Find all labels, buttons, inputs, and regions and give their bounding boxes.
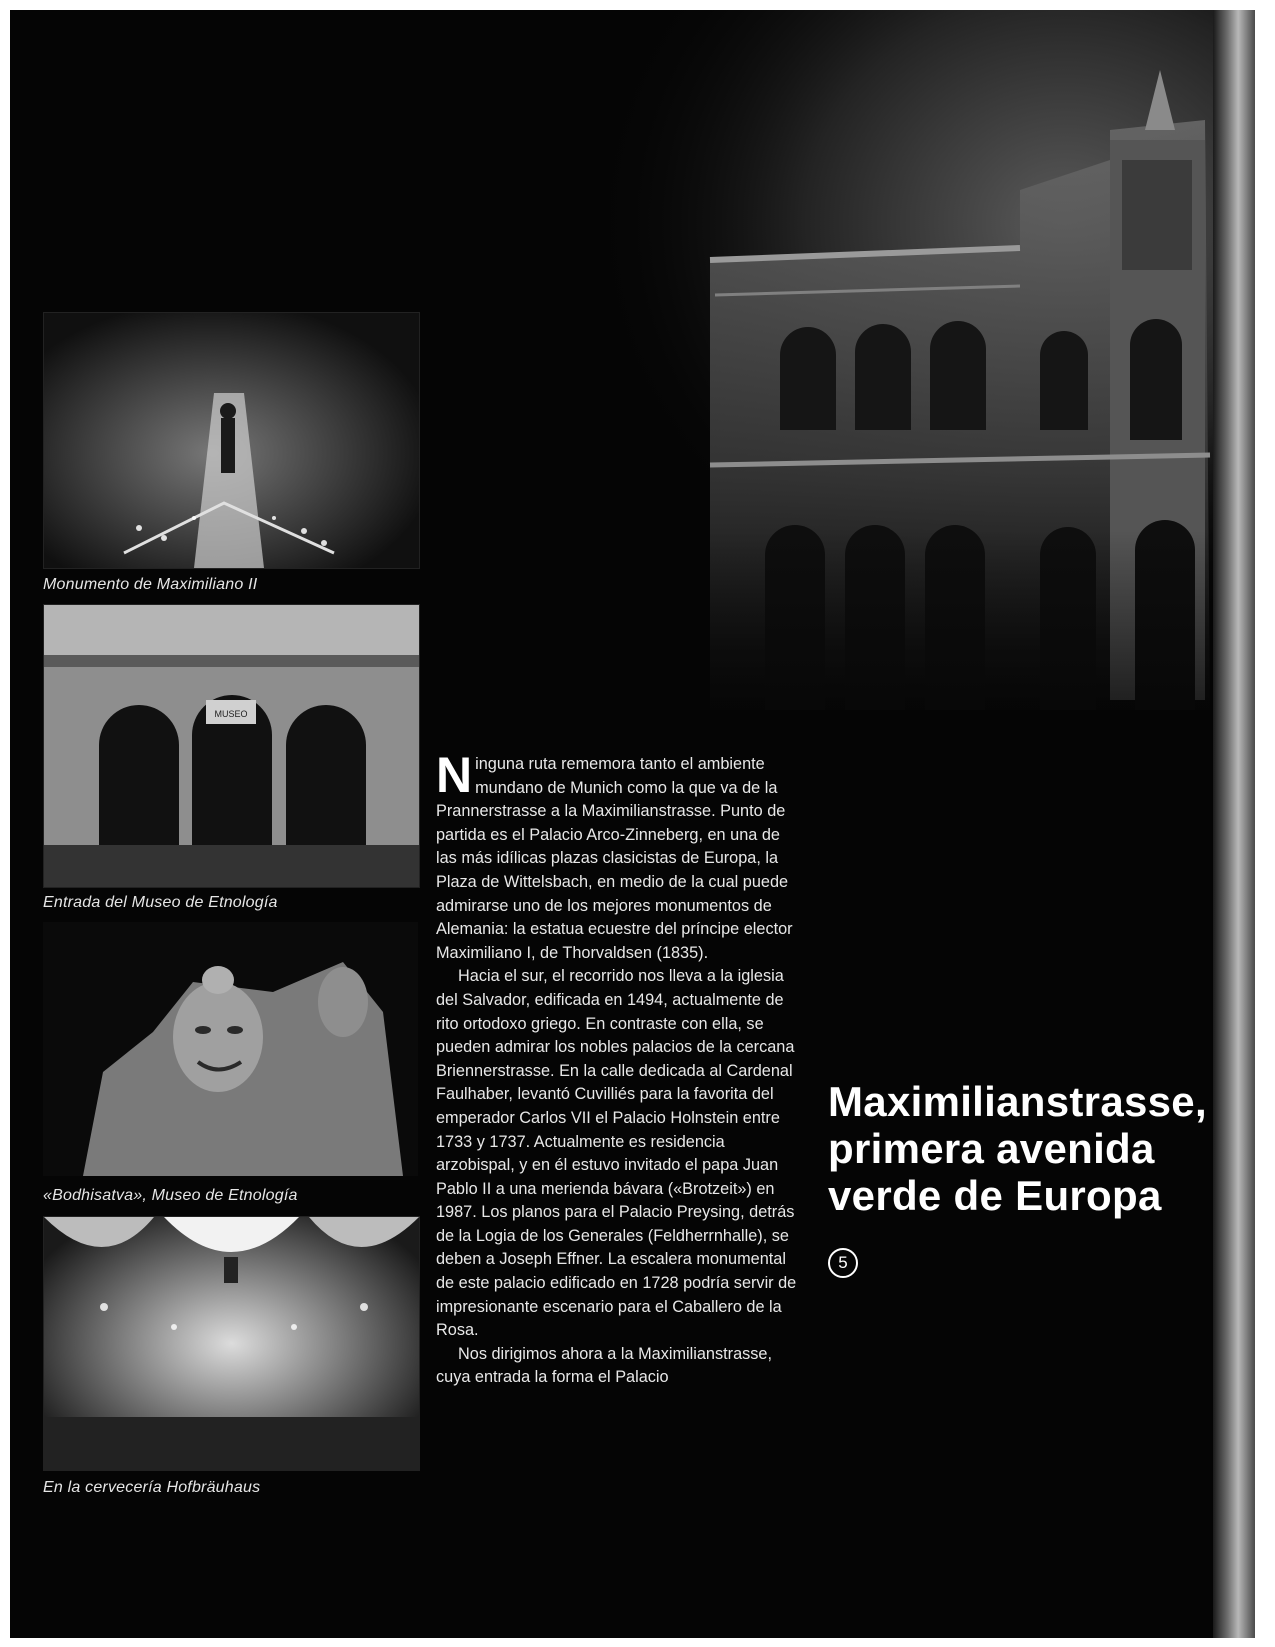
chapter-title (828, 1078, 1228, 1219)
caption-monument: Monumento de Maximiliano II (43, 576, 258, 593)
monument-photo (43, 312, 420, 569)
chapter-number-badge: 5 (828, 1248, 858, 1278)
chapter-title-line-3: verde de Europa (828, 1172, 1162, 1219)
hofbrauhaus-photo (43, 1216, 420, 1471)
caption-museum-entrance: Entrada del Museo de Etnología (43, 894, 278, 911)
museum-sign-text: MUSEO (214, 709, 248, 719)
dark-spread-background (10, 10, 1255, 1638)
article-paragraph-1: Ninguna ruta rememora tanto el ambiente mundano de Munich como la que va de la Prannerstrasse a la Maximilianstrasse. Punto de partida es el Palacio Arco-Zinneberg, en una de las más idílicas plazas clasicistas de Europa, la Plaza de Wittelsbach, en medio de la cual puede admirarse uno de los mejores monumentos de Alemania: la estatua ecuestre del príncipe elector Maximiliano I, de Thorvaldsen (1835). (436, 747, 793, 962)
chapter-title-line-2: primera avenida (828, 1125, 1155, 1172)
drop-cap: N (436, 747, 473, 803)
caption-hofbrauhaus: En la cervecería Hofbräuhaus (43, 1479, 261, 1496)
bodhisatva-sculpture-photo (43, 922, 418, 1176)
article-body (436, 747, 804, 1390)
museum-entrance-photo (43, 604, 420, 888)
caption-bodhisatva: «Bodhisatva», Museo de Etnología (43, 1187, 298, 1204)
chapter-title-line-1: Maximilianstrasse, (828, 1078, 1207, 1125)
book-spine-edge (1213, 10, 1255, 1638)
article-paragraph-3: Nos dirigimos ahora a la Maximilianstrasse, cuya entrada la forma el Palacio (436, 1344, 772, 1387)
article-paragraph-2: Hacia el sur, el recorrido nos lleva a la iglesia del Salvador, edificada en 1494, actualmente de rito ortodoxo griego. En contraste con ella, se pueden admirar los nobles palacios de la cercana Briennerstrasse. En la calle dedicada al Cardenal Faulhaber, levantó Cuvilliés para la favorita del emperador Carlos VII el Palacio Holnstein entre 1733 y 1737. Actualmente es residencia arzobispal, y en él estuvo invitado el papa Juan Pablo II a una merienda bávara («Brotzeit») en 1987. Los planos para el Palacio Preysing, detrás de la Logia de los Generales (Feldherrnhalle), se deben a Joseph Effner. La escalera monumental de este palacio edificado en 1728 podría servir de impresionante escenario para el Caballero de la Rosa. (436, 967, 797, 1340)
